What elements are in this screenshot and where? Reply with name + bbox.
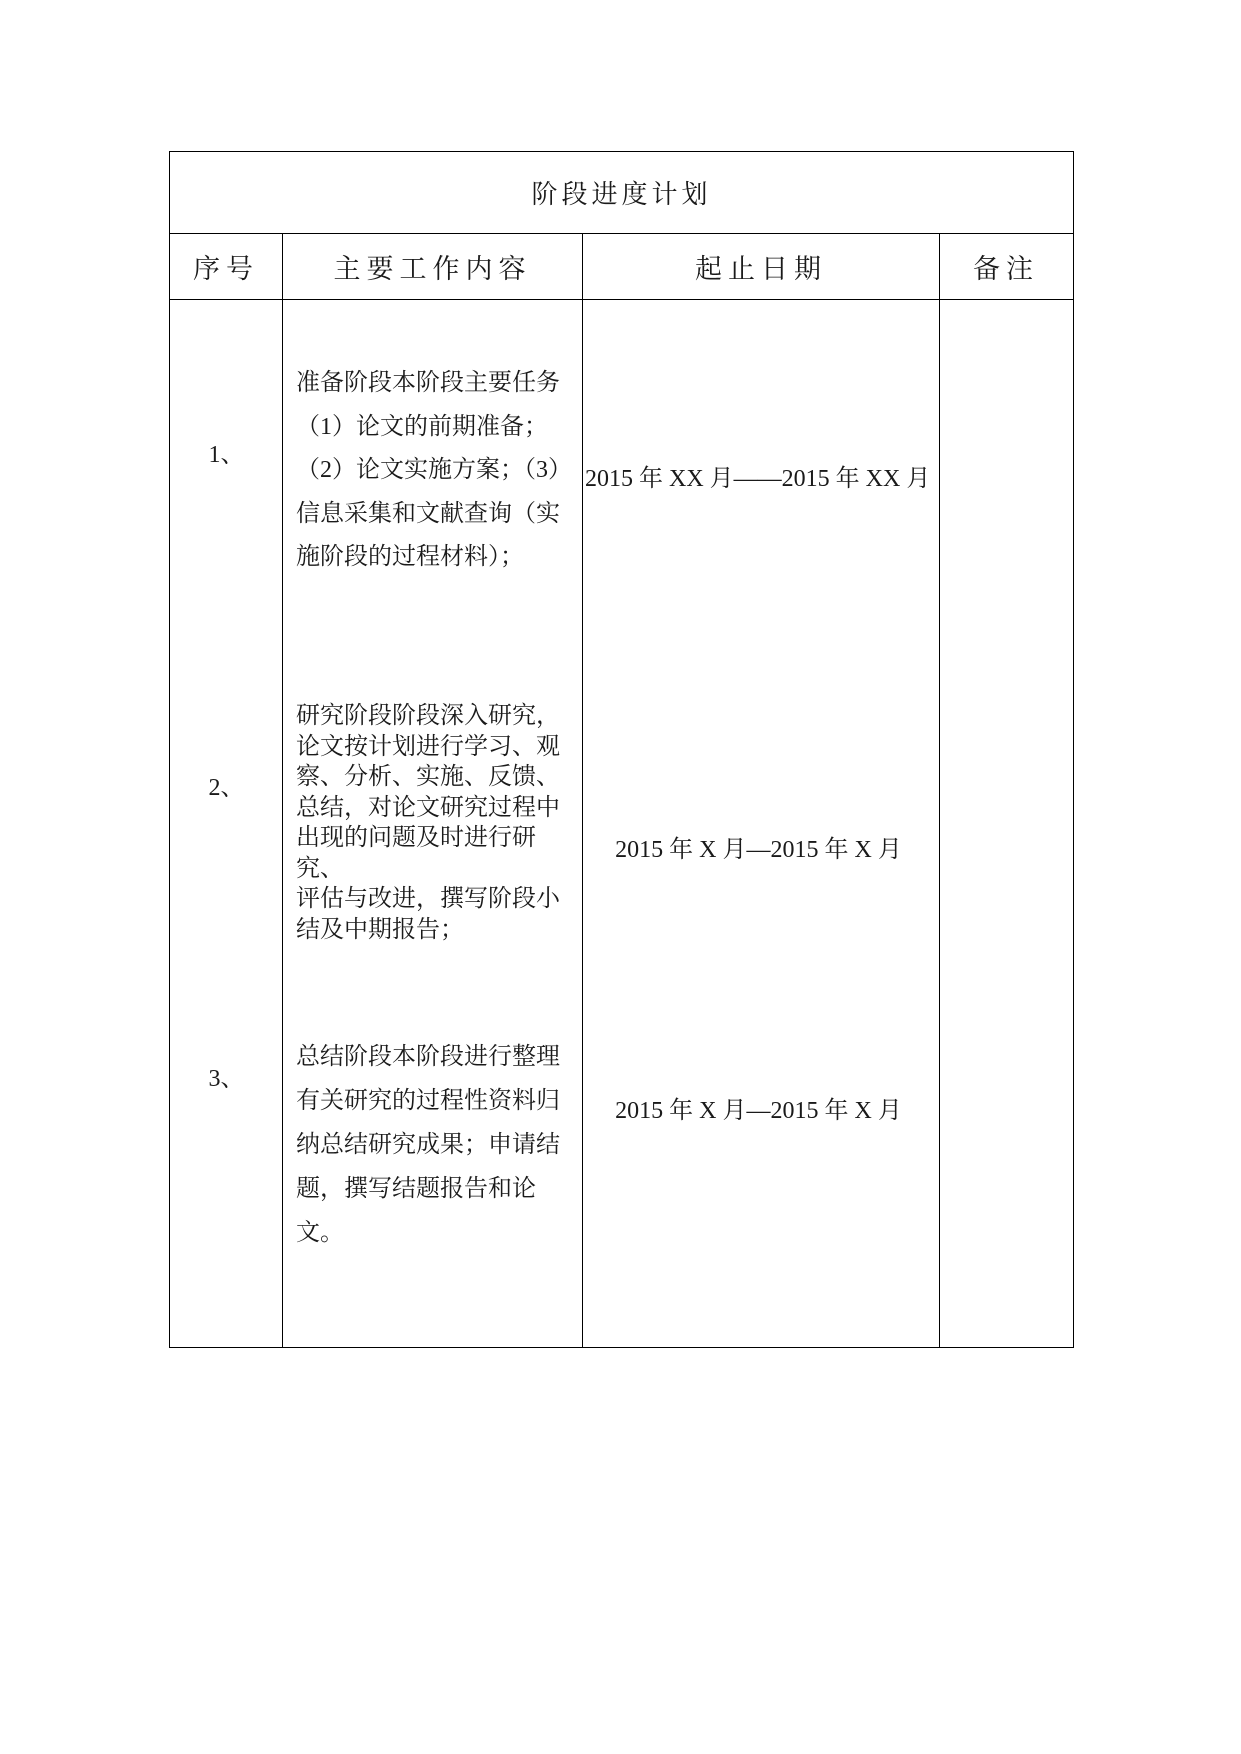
row-2-work-content: 研究阶段阶段深入研究， 论文按计划进行学习、观 察、分析、实施、反馈、 总结，对论文研究过程中 出现的问题及时进行研究、 评估与改进，撰写阶段小 结及中期报告； [296,703,560,943]
row-2-index: 2、 [208,775,245,801]
row-3-index: 3、 [208,1066,245,1092]
table-title: 阶段进度计划 [531,180,712,209]
row-1-index: 1、 [208,442,245,468]
column-divider-2 [582,233,583,1347]
row-1-date-range: 2015 年 XX 月——2015 年 XX 月 [585,466,931,492]
progress-plan-table [169,151,1074,1348]
row-3-work-content: 总结阶段本阶段进行整理 有关研究的过程性资料归 纳总结研究成果；申请结 题，撰写结题报告和论文。 [296,1044,560,1246]
header-notes: 备注 [973,254,1039,284]
column-divider-3 [939,233,940,1347]
row-3-date-range: 2015 年 X 月—2015 年 X 月 [615,1098,902,1124]
row-2-date-range: 2015 年 X 月—2015 年 X 月 [615,837,902,863]
header-divider [170,299,1073,300]
row-1-work-content: 准备阶段本阶段主要任务 （1）论文的前期准备； （2）论文实施方案；（3） 信息采集和文献查询（实 施阶段的过程材料）； [296,370,572,570]
header-index: 序号 [193,254,259,284]
header-date-range: 起止日期 [695,254,827,284]
header-work-content: 主要工作内容 [333,254,532,284]
